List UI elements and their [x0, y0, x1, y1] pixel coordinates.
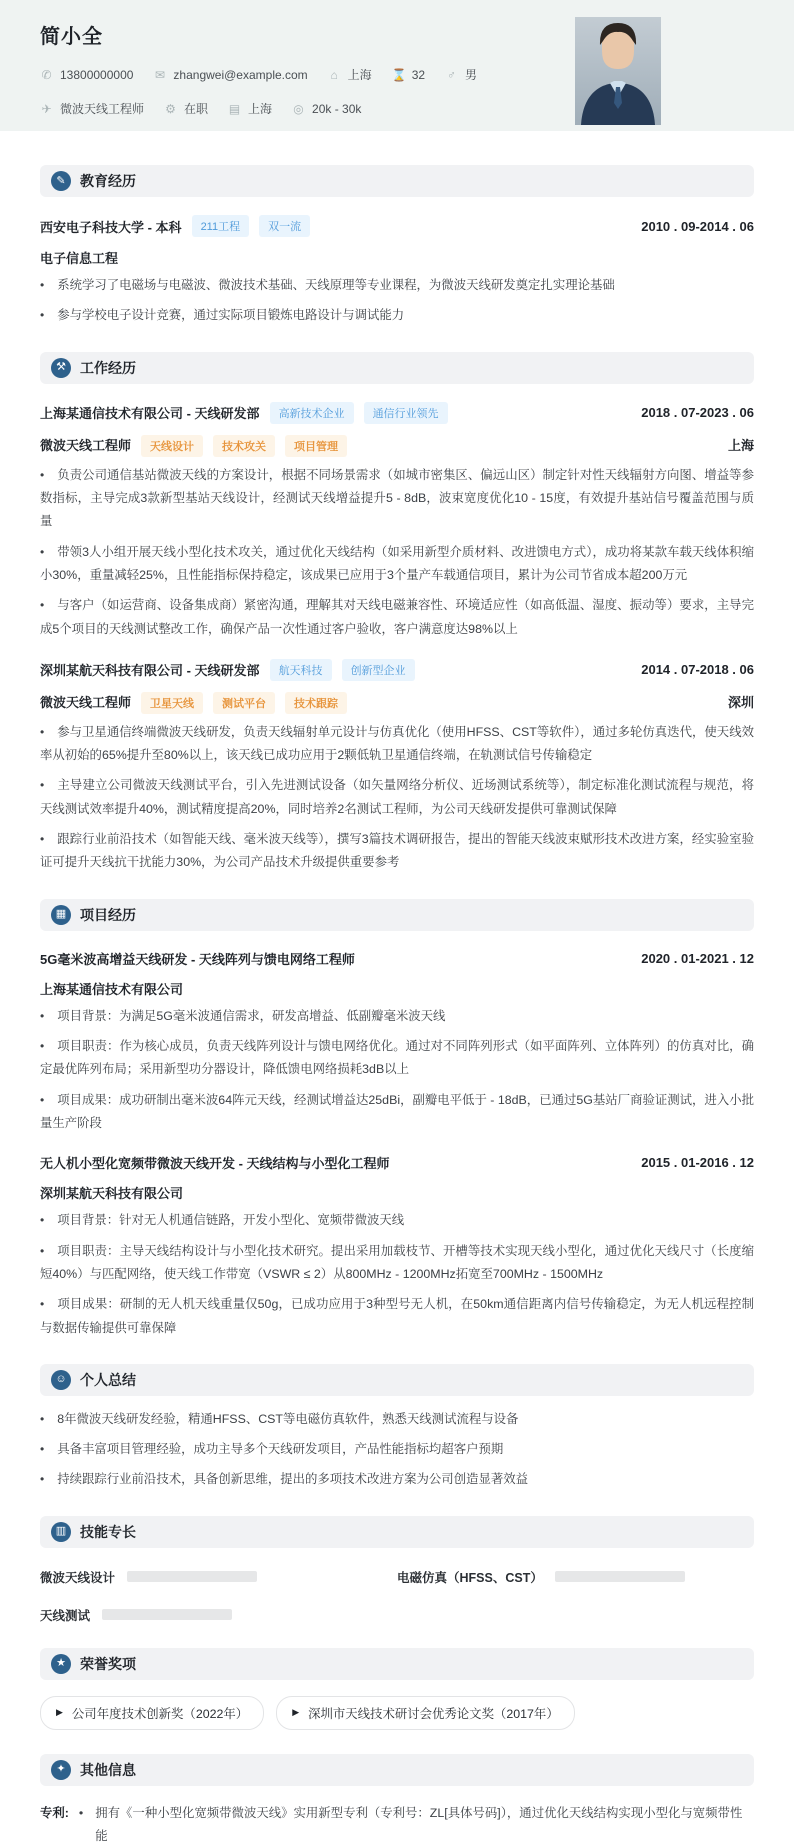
bullet-text: 项目背景：为满足5G毫米波通信需求，研发高增益、低副瓣毫米波天线: [57, 1008, 446, 1023]
salary-value: 20k - 30k: [312, 101, 362, 116]
phone-value: 13800000000: [60, 67, 134, 82]
role-row: [40, 435, 754, 457]
project-entry-head: [40, 1153, 754, 1172]
bullet-item: [40, 721, 754, 768]
bullet-item: [40, 1438, 754, 1461]
bullet-item: [40, 1468, 754, 1491]
section-education: [40, 165, 754, 328]
school-tag: 双一流: [259, 215, 310, 237]
status-item: [164, 100, 208, 117]
patent-label: 专利:: [40, 1805, 69, 1820]
bullet-item: [40, 1005, 754, 1028]
status-value: 在职: [184, 102, 209, 116]
major-label: 电子信息工程: [40, 251, 119, 266]
company-name: 上海某通信技术有限公司 - 天线研发部: [40, 406, 260, 422]
age-item: [392, 68, 425, 82]
bullet-dot: •: [40, 1243, 45, 1258]
salary-item: [292, 102, 361, 116]
resume-body: [0, 131, 794, 1848]
bullet-text: 项目成果：研制的无人机天线重量仅50g，已成功应用于3种型号无人机，在50km通信距离内信号传输稳定，为无人机远程控制与数据传输提供可靠保障: [40, 1297, 754, 1335]
work-entry-1: [40, 402, 754, 641]
bullet-text: 项目职责：作为核心成员，负责天线阵列设计与馈电网络优化。通过对不同阵列形式（如平面阵列、立体阵列）的仿真对比，确定最优阵列布局；采用新型功分器设计，降低馈电网络损耗3dB以上: [40, 1039, 754, 1077]
bullet-text: 带领3人小组开展天线小型化技术攻关，通过优化天线结构（如采用新型介质材料、改进馈电方式），成功将某款车载天线体积缩小30%，重量减轻25%，且性能指标保持稳定，该成果已应用于3个量产车载通信项目，累计为公司节省成本超200万元: [40, 544, 754, 582]
bullet-item: [40, 1035, 754, 1082]
bullet-dot: •: [40, 308, 45, 323]
bullet-text: 与客户（如运营商、设备集成商）紧密沟通，理解其对天线电磁兼容性、环境适应性（如高低温、湿度、振动等）要求，主导完成5个项目的天线测试整改工作，确保产品一次性通过客户验收，客户满意度达98%以上: [40, 598, 754, 636]
bullet-text: 跟踪行业前沿技术（如智能天线、毫米波天线等），撰写3篇技术调研报告，提出的智能天线波束赋形技术改进方案，经实验室验证可提升天线抗干扰能力30%，为公司产品技术升级提供重要参考: [40, 832, 754, 870]
honor-pill-2[interactable]: [276, 1696, 575, 1730]
city-icon: ▤: [228, 101, 241, 116]
skill-label: 微波天线设计: [40, 1570, 116, 1585]
project-entry-1: [40, 949, 754, 1136]
bullet-dot: •: [40, 1213, 45, 1228]
company-tag: 创新型企业: [342, 659, 415, 681]
work-section-header: [40, 352, 754, 384]
bullet-dot: •: [40, 778, 45, 793]
project-bullets: [40, 1209, 754, 1340]
bullet-dot: •: [40, 724, 45, 739]
projects-section-title: 项目经历: [80, 906, 136, 923]
play-icon: ▶: [292, 1707, 300, 1718]
bullet-item: [40, 304, 754, 327]
skill-label: 电磁仿真（HFSS、CST）: [397, 1570, 543, 1585]
skills-section-title: 技能专长: [80, 1523, 136, 1540]
bullet-dot: •: [40, 1297, 45, 1312]
bullet-text: 持续跟踪行业前沿技术，具备创新思维，提出的多项技术改进方案为公司创造显著效益: [57, 1472, 529, 1487]
bullet-dot: •: [78, 1805, 84, 1820]
project-company-label: 上海某通信技术有限公司: [40, 981, 184, 997]
company-tag: 高新技术企业: [270, 402, 354, 424]
role-tag: 技术跟踪: [285, 692, 347, 714]
bullet-item: [40, 1408, 754, 1431]
project-entry-head: [40, 949, 754, 968]
skills-icon: ▥: [51, 1522, 71, 1542]
role-tag: 测试平台: [213, 692, 275, 714]
patent-line: [40, 1802, 754, 1848]
project-name: 5G毫米波高增益天线研发 - 天线阵列与馈电网络工程师: [40, 951, 355, 967]
bullet-dot: •: [40, 1411, 45, 1426]
email-item: [153, 68, 307, 82]
honor-label: 深圳市天线技术研讨会优秀论文奖（2017年）: [308, 1706, 559, 1721]
summary-section-header: [40, 1364, 754, 1396]
company-name: 深圳某航天科技有限公司 - 天线研发部: [40, 663, 260, 679]
section-work: [40, 352, 754, 875]
location-icon: ⌂: [330, 67, 338, 82]
skill-item-em-simulation: [397, 1568, 754, 1586]
bullet-dot: •: [40, 278, 45, 292]
section-honors: [40, 1648, 754, 1730]
bullet-item: [40, 1293, 754, 1340]
work-entry-2: [40, 659, 754, 875]
school-tag: 211工程: [192, 215, 250, 237]
bullet-item: [40, 1209, 754, 1232]
bullet-item: [40, 464, 754, 534]
work-location: 深圳: [727, 694, 754, 710]
skills-grid: [40, 1568, 754, 1624]
bullet-text: 项目背景：针对无人机通信链路，开发小型化、宽频带微波天线: [57, 1213, 405, 1228]
project-company: [40, 979, 754, 998]
work-entry-head: [40, 402, 754, 424]
bullet-item: [40, 541, 754, 588]
email-value: zhangwei@example.com: [173, 67, 308, 82]
bullet-text: 负责公司通信基站微波天线的方案设计，根据不同场景需求（如城市密集区、偏远山区）制定针对性天线辐射方向图、增益等参数指标，主导完成3款新型基站天线设计，经测试天线增益提升5 - 8dB，波束宽度优化10 - 15度，有效提升基站信号覆盖范围与质量: [40, 467, 754, 529]
work-location: 上海: [727, 437, 754, 453]
role-name: 微波天线工程师: [40, 694, 132, 710]
work-section-title: 工作经历: [80, 359, 136, 376]
person-icon: ☺: [51, 1370, 71, 1390]
bullet-dot: •: [40, 1039, 45, 1053]
bullet-text: 参与卫星通信终端微波天线研发，负责天线辐射单元设计与仿真优化（使用HFSS、CST等软件），通过多轮仿真迭代，使天线效率从初始的65%提升至80%以上，该天线已成功应用于2颗低轨卫星通信终端，在轨测试信号传输稳定: [40, 724, 754, 763]
education-icon: ✎: [51, 171, 71, 191]
role-tag: 项目管理: [285, 435, 347, 457]
job-title-value: 微波天线工程师: [60, 102, 145, 116]
project-entry-2: [40, 1153, 754, 1340]
project-date: 2020 . 01-2021 . 12: [641, 950, 754, 966]
salary-icon: ◎: [293, 101, 304, 116]
honors-section-header: [40, 1648, 754, 1680]
projects-icon: ▦: [51, 905, 71, 925]
bullet-text: 具备丰富项目管理经验，成功主导多个天线研发项目，产品性能指标均超客户预期: [57, 1442, 504, 1457]
work-icon: ⚒: [51, 358, 71, 378]
company-tag: 通信行业领先: [364, 402, 448, 424]
role-tag: 卫星天线: [141, 692, 203, 714]
city-value: 上海: [248, 102, 273, 116]
avatar: [575, 17, 661, 125]
education-section-title: 教育经历: [80, 173, 136, 189]
bullet-dot: •: [40, 1472, 45, 1487]
work-entry-head: [40, 659, 754, 681]
bullet-text: 项目职责：主导天线结构设计与小型化技术研究。提出采用加载枝节、开槽等技术实现天线小型化，通过优化天线尺寸（长度缩短40%）与匹配网络，使天线工作带宽（VSWR ≤ 2）从800MHz - 1200MHz拓宽至700MHz - 1500MHz: [40, 1243, 754, 1281]
bullet-item: [40, 828, 754, 875]
other-section-title: 其他信息: [80, 1761, 136, 1778]
bullet-dot: •: [40, 598, 45, 613]
skill-item-antenna-design: [40, 1568, 397, 1586]
role-name: 微波天线工程师: [40, 437, 132, 453]
bullet-dot: •: [40, 1092, 45, 1107]
education-section-header: [40, 165, 754, 197]
job-title-icon: ✈: [41, 101, 52, 116]
honor-pill-1[interactable]: [40, 1696, 264, 1730]
status-icon: ⚙: [165, 101, 176, 116]
section-skills: [40, 1516, 754, 1624]
email-icon: ✉: [154, 67, 165, 82]
work-date: 2014 . 07-2018 . 06: [641, 662, 754, 678]
work-date: 2018 . 07-2023 . 06: [641, 405, 754, 421]
role-tag: 天线设计: [141, 435, 203, 457]
location-value: 上海: [347, 68, 372, 82]
work-bullets: [40, 721, 754, 875]
work-bullets: [40, 464, 754, 641]
phone-icon: ✆: [41, 67, 52, 82]
section-summary: [40, 1364, 754, 1492]
candidate-name: 简小全: [40, 26, 103, 48]
school-name: 西安电子科技大学 - 本科: [40, 219, 182, 235]
bullet-item: [40, 274, 754, 297]
company-tag: 航天科技: [270, 659, 332, 681]
education-bullets: [40, 274, 754, 328]
bullet-text: 项目成果：成功研制出毫米波64阵元天线，经测试增益达25dBi，副瓣电平低于 - 18dB，已通过5G基站厂商验证测试，进入小批量生产阶段: [40, 1092, 754, 1130]
phone-item: [40, 68, 133, 82]
bullet-item: [40, 774, 754, 821]
section-other: [40, 1754, 754, 1848]
skills-section-header: [40, 1516, 754, 1548]
info-icon: ✦: [51, 1760, 71, 1780]
skill-bar: [127, 1571, 257, 1582]
education-entry: [40, 215, 754, 328]
gender-icon: ♂: [447, 67, 457, 82]
role-tag: 技术攻关: [213, 435, 275, 457]
bullet-dot: •: [40, 832, 45, 847]
projects-section-header: [40, 899, 754, 931]
age-value: 32: [411, 67, 426, 82]
bullet-item: [40, 1240, 754, 1287]
bullet-text: 参与学校电子设计竞赛，通过实际项目锻炼电路设计与调试能力: [57, 308, 405, 323]
skill-bar: [102, 1609, 232, 1620]
skill-bar: [555, 1571, 685, 1582]
summary-bullets: [40, 1408, 754, 1492]
project-company-label: 深圳某航天科技有限公司: [40, 1186, 184, 1202]
education-date: 2010 . 09-2014 . 06: [641, 218, 754, 234]
skill-item-antenna-test: [40, 1606, 397, 1624]
job-title-item: [40, 100, 144, 117]
education-entry-head: [40, 215, 754, 237]
role-row: [40, 692, 754, 714]
bullet-dot: •: [40, 544, 45, 559]
project-bullets: [40, 1005, 754, 1136]
bullet-dot: •: [40, 1442, 45, 1457]
resume-header: [0, 0, 794, 131]
bullet-dot: •: [40, 1008, 45, 1023]
summary-section-title: 个人总结: [80, 1371, 136, 1388]
project-date: 2015 . 01-2016 . 12: [641, 1155, 754, 1171]
project-company: [40, 1183, 754, 1202]
other-section-header: [40, 1754, 754, 1786]
bullet-text: 主导建立公司微波天线测试平台，引入先进测试设备（如矢量网络分析仪、近场测试系统等），制定标准化测试流程与规范，将天线测试效率提升40%，测试精度提高20%，同时培养2名测试工程师，为公司天线研发提供可靠测试保障: [40, 778, 754, 816]
bullet-item: [40, 594, 754, 641]
skill-label: 天线测试: [40, 1608, 91, 1623]
bullet-text: 8年微波天线研发经验，精通HFSS、CST等电磁仿真软件，熟悉天线测试流程与设备: [57, 1411, 519, 1426]
bullet-text: 系统学习了电磁场与电磁波、微波技术基础、天线原理等专业课程，为微波天线研发奠定扎实理论基础: [57, 278, 615, 292]
project-name: 无人机小型化宽频带微波天线开发 - 天线结构与小型化工程师: [40, 1156, 390, 1172]
patent-text: 拥有《一种小型化宽频带微波天线》实用新型专利（专利号：ZL[具体号码]），通过优化天线结构实现小型化与宽频带性能: [95, 1805, 743, 1844]
city-item: [228, 100, 272, 117]
honors-section-title: 荣誉奖项: [80, 1655, 136, 1672]
honors-list: [40, 1696, 754, 1730]
section-projects: [40, 899, 754, 1340]
location-item: [328, 66, 372, 83]
play-icon: ▶: [56, 1707, 63, 1718]
age-icon: ⌛: [391, 67, 407, 82]
bullet-item: [40, 1089, 754, 1136]
honor-label: 公司年度技术创新奖（2022年）: [71, 1706, 249, 1721]
trophy-icon: ★: [51, 1654, 71, 1674]
avatar-image: [575, 17, 661, 125]
major-name: [40, 248, 754, 267]
gender-item: [445, 66, 477, 83]
gender-value: 男: [465, 68, 478, 82]
bullet-dot: •: [40, 467, 45, 482]
